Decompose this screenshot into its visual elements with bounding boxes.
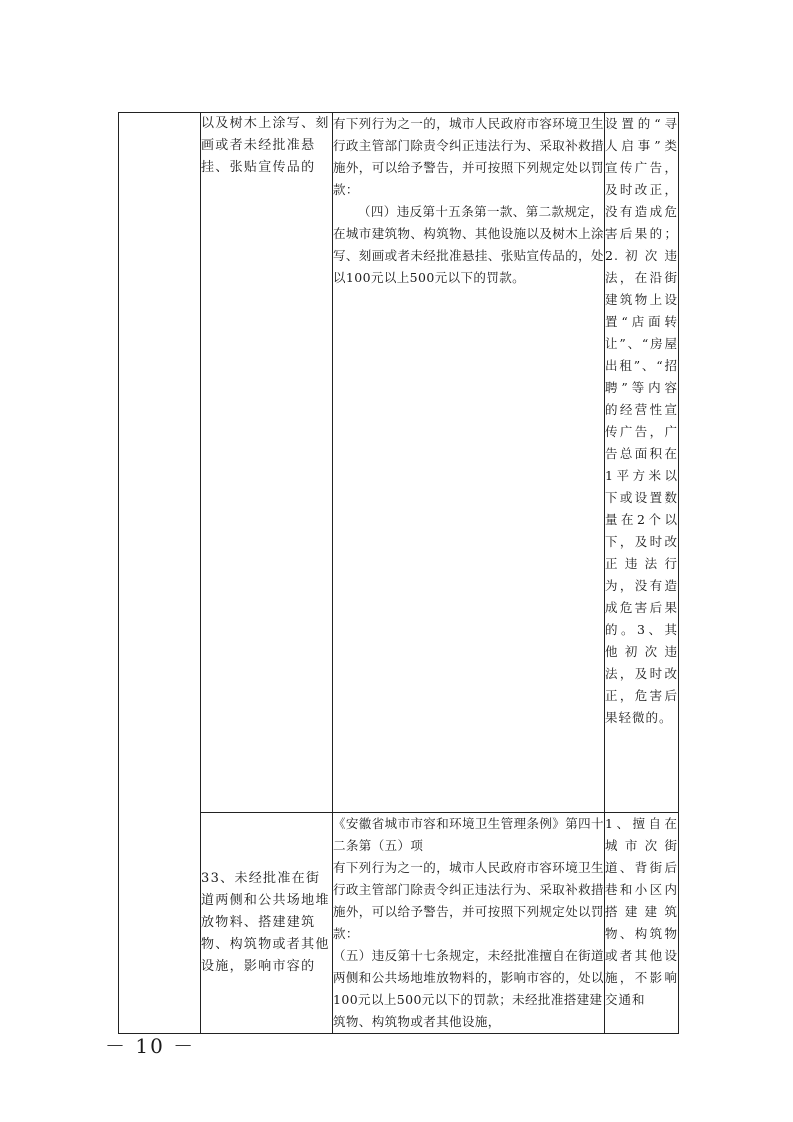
discretion-cell: 1、擅自在城市次街道、背街后巷和小区内搭建建筑物、构筑物或者其他设施，不影响交通和 [605,813,679,1034]
regulation-table [118,112,679,1034]
category-cell [119,113,201,1034]
table-row [119,113,679,813]
penalty-paragraph: （四）违反第十五条第一款、第二款规定，在城市建筑物、构筑物、其他设施以及树木上涂写、刻画或者未经批准悬挂、张贴宣传品的，处以100元以上500元以下的罚款。 [333,204,604,285]
penalty-paragraph: 有下列行为之一的，城市人民政府市容环境卫生行政主管部门除责令纠正违法行为、采取补救措施外，可以给予警告，并可按照下列规定处以罚款： [333,860,604,941]
discretion-cell: 设置的“寻人启事”类宣传广告，及时改正，没有造成危害后果的；2.初次违法，在沿街建筑物上设置“店面转让”、“房屋出租”、“招聘”等内容的经营性宣传广告，广告总面积在1平方米以下或设置数量在2个以下，及时改正违法行为，没有造成危害后果的。3、其他初次违法，及时改正，危害后果轻微的。 [605,113,679,813]
page-number: － 10 － [105,1034,196,1058]
penalty-paragraph: （五）违反第十七条规定，未经批准擅自在街道两侧和公共场地堆放物料的，影响市容的，处以100元以上500元以下的罚款；未经批准搭建建筑物、构筑物或者其他设施， [333,948,604,1029]
penalty-paragraph: 《安徽省城市市容和环境卫生管理条例》第四十二条第（五）项 [333,816,604,853]
penalty-cell [333,813,605,1034]
penalty-paragraph: 有下列行为之一的，城市人民政府市容环境卫生行政主管部门除责令纠正违法行为、采取补救措施外，可以给予警告，并可按照下列规定处以罚款： [333,116,604,197]
violation-cell: 33、未经批准在街道两侧和公共场地堆放物料、搭建建筑物、构筑物或者其他设施，影响市容的 [201,813,333,1034]
penalty-cell [333,113,605,813]
violation-cell: 以及树木上涂写、刻画或者未经批准悬挂、张贴宣传品的 [201,113,333,813]
table-row [119,813,679,1034]
